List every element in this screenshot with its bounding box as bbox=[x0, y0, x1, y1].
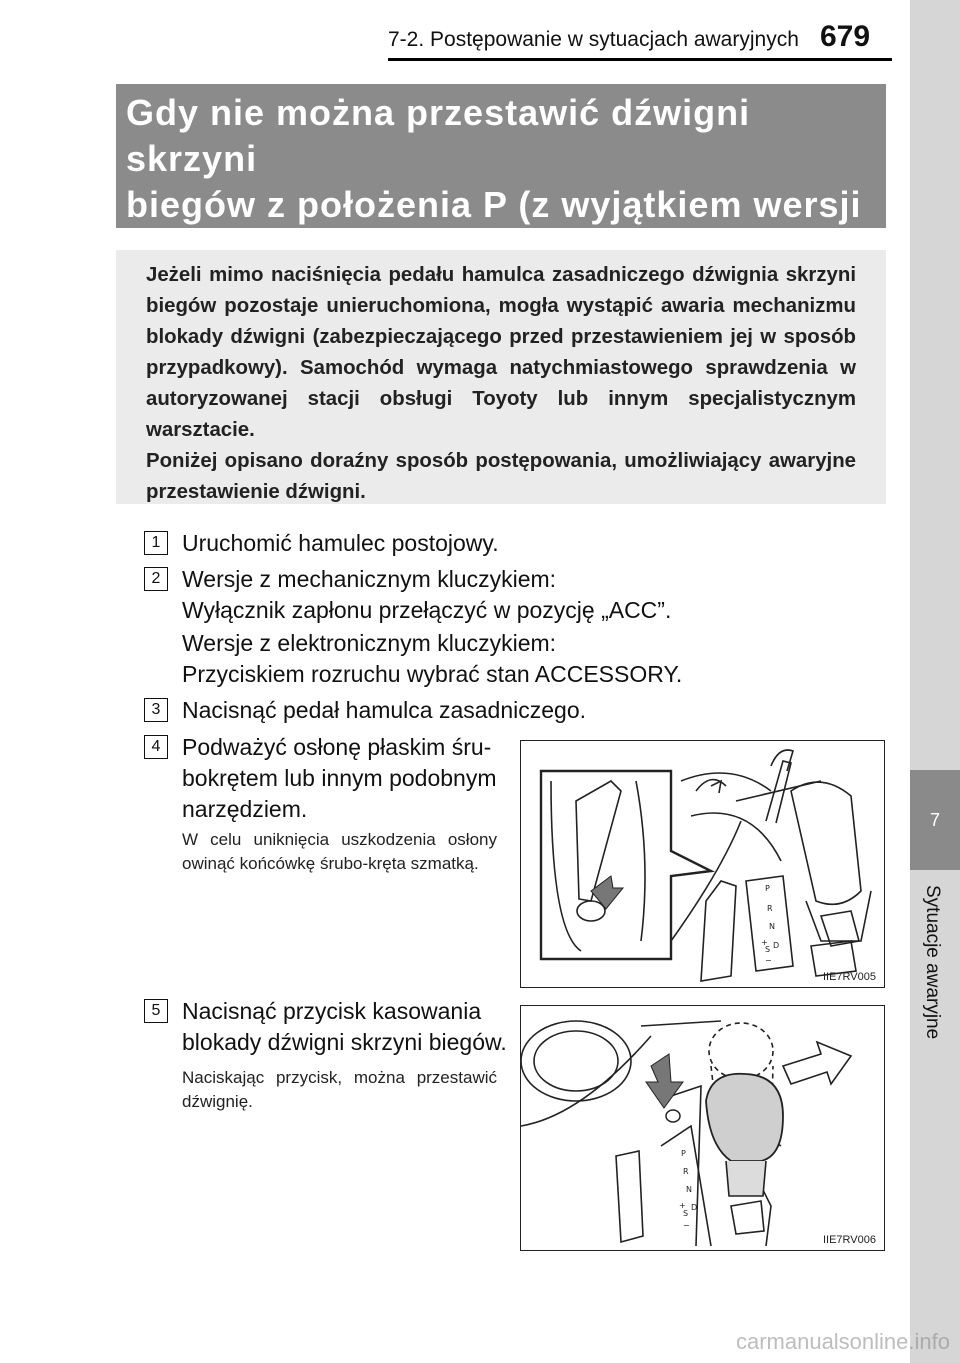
gear-label-r-2: R bbox=[683, 1167, 689, 1176]
shift-lock-illustration bbox=[521, 1006, 885, 1251]
step-4-line-1: Podważyć osłonę płaskim śru- bbox=[182, 734, 492, 760]
gear-label-r: R bbox=[767, 904, 773, 913]
gear-label-minus-2: − bbox=[683, 1221, 690, 1230]
step-4-badge: 4 bbox=[144, 735, 168, 759]
gear-label-d: D bbox=[773, 941, 780, 950]
gear-label-s-2: S bbox=[683, 1209, 689, 1218]
step-2-line-2: Wyłącznik zapłonu przełączyć w pozycję „ACC”. bbox=[182, 597, 672, 623]
step-1-text: Uruchomić hamulec postojowy. bbox=[182, 530, 499, 556]
gear-label-n-2: N bbox=[686, 1185, 692, 1194]
figure-code: IIE7RV005 bbox=[822, 971, 876, 983]
figure-code: IIE7RV006 bbox=[822, 1234, 876, 1246]
page-header bbox=[0, 0, 910, 60]
step-4-line-3: narzędziem. bbox=[182, 796, 308, 822]
gear-label-p-2: P bbox=[681, 1149, 686, 1158]
step-2-badge: 2 bbox=[144, 567, 168, 591]
step-5-badge: 5 bbox=[144, 999, 168, 1023]
step-4-note: W celu uniknięcia uszkodzenia osłony owinąć końcówkę śrubo-kręta szmatką. bbox=[182, 830, 497, 873]
section-title-box bbox=[116, 84, 886, 228]
step-3-text: Nacisnąć pedał hamulca zasadniczego. bbox=[182, 697, 587, 723]
gear-label-s: S bbox=[765, 945, 771, 954]
intro-paragraph-1: Jeżeli mimo naciśnięcia pedału hamulca zasadniczego dźwignia skrzyni biegów pozostaje unieruchomiona, mogła wystąpić awaria mechanizmu blokady dźwigni (zabezpieczającego przed przestawieniem jej w sposób przypadkowy). Samochód wymaga natychmiastowego sprawdzenia w autoryzowanej stacji obsługi Toyoty lub innym specjalistycznym warsztacie. bbox=[146, 264, 856, 441]
intro-box bbox=[116, 250, 886, 504]
step-2-line-4: Przyciskiem rozruchu wybrać stan ACCESSORY. bbox=[182, 661, 683, 687]
figure-screwdriver-cover bbox=[520, 740, 885, 988]
gear-label-n: N bbox=[769, 922, 775, 931]
figure-shift-lock-button bbox=[520, 1005, 885, 1251]
chapter-label: Sytuacje awaryjne bbox=[922, 885, 943, 1040]
step-2-line-1: Wersje z mechanicznym kluczykiem: bbox=[182, 566, 557, 592]
intro-paragraph-2: Poniżej opisano doraźny sposób postępowania, umożliwiający awaryjne przestawienie dźwigni. bbox=[146, 450, 856, 503]
page-number: 679 bbox=[820, 20, 871, 53]
header-section-title: 7-2. Postępowanie w sytuacjach awaryjnych bbox=[388, 28, 799, 51]
step-5-note: Naciskając przycisk, można przestawić dźwignię. bbox=[182, 1068, 497, 1111]
section-title-line-1: Gdy nie można przestawić dźwigni skrzyni bbox=[126, 92, 751, 179]
step-1-badge: 1 bbox=[144, 531, 168, 555]
gear-label-p: P bbox=[765, 884, 770, 893]
chapter-number: 7 bbox=[929, 810, 940, 830]
gear-label-d-2: D bbox=[691, 1203, 698, 1212]
step-4-line-2: bokrętem lub innym podobnym bbox=[182, 765, 497, 791]
screwdriver-cover-illustration bbox=[521, 741, 885, 988]
gear-label-plus: + bbox=[761, 938, 768, 947]
section-title-line-2: biegów z położenia P (z wyjątkiem wersji bbox=[126, 184, 862, 225]
gear-label-minus: − bbox=[765, 956, 772, 965]
step-5-line-2: blokady dźwigni skrzyni biegów. bbox=[182, 1029, 507, 1055]
step-5-line-1: Nacisnąć przycisk kasowania bbox=[182, 998, 482, 1024]
gear-label-plus-2: + bbox=[679, 1201, 686, 1210]
step-2-line-3: Wersje z elektronicznym kluczykiem: bbox=[182, 630, 557, 656]
chapter-number-block bbox=[910, 770, 960, 870]
chapter-side-tab bbox=[910, 0, 960, 1363]
watermark: carmanualsonline.info bbox=[735, 1329, 950, 1354]
header-rule bbox=[388, 58, 892, 61]
step-3-badge: 3 bbox=[144, 698, 168, 722]
